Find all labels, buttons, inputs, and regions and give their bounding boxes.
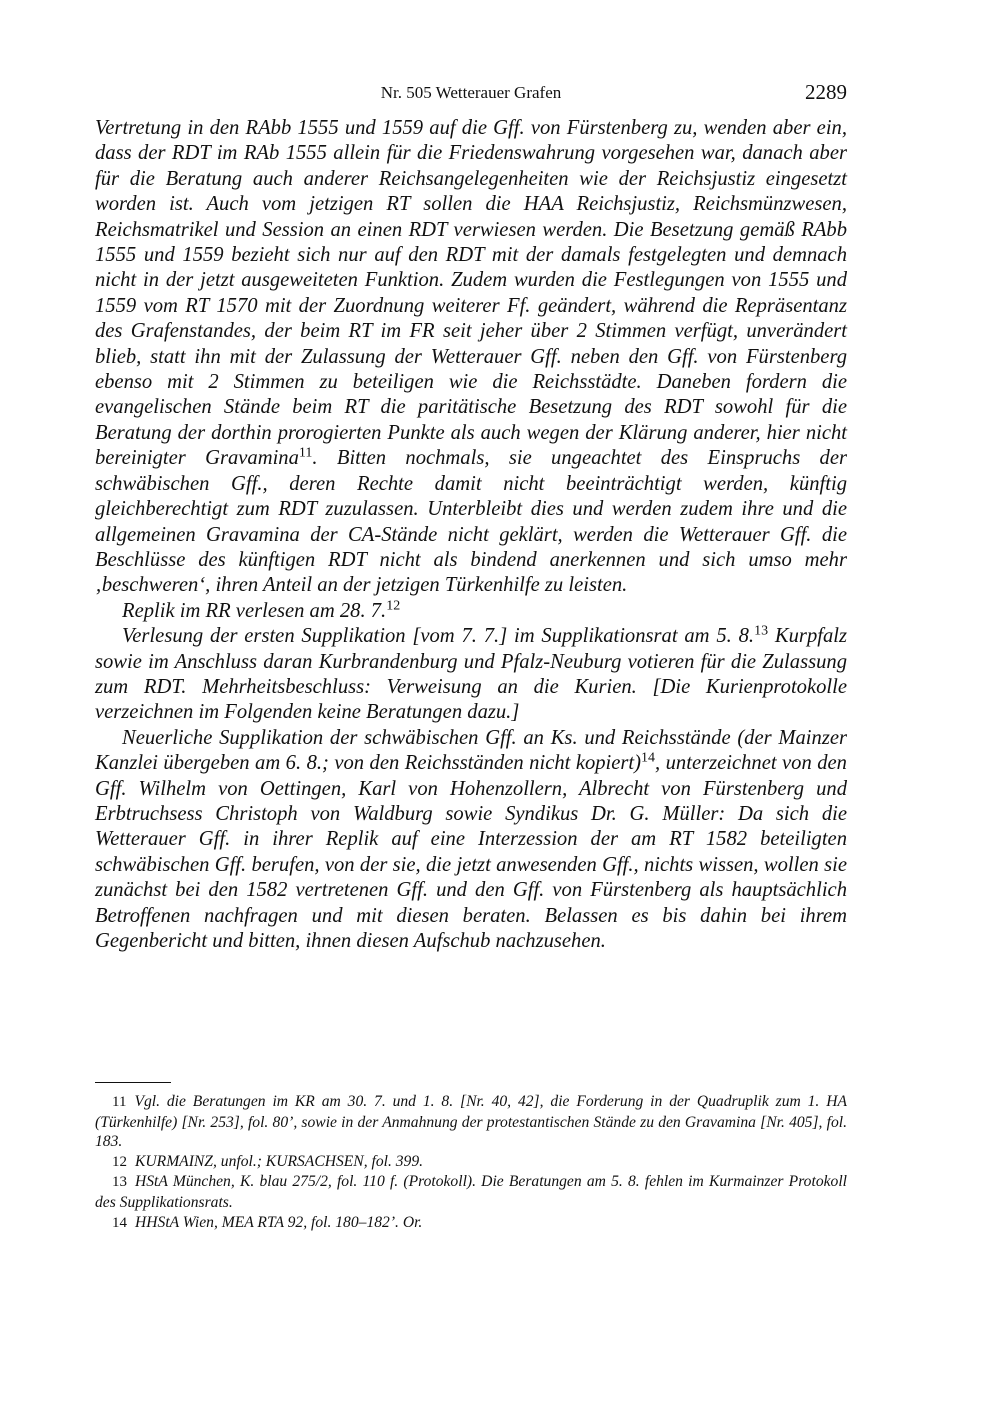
footnote-text: HStA München, K. blau 275/2, fol. 110 f. (Protokoll). Die Beratungen am 5. 8. fehlen im Kurmainzer Protokoll des Supplikationsrats. — [95, 1173, 847, 1211]
footnote — [95, 1092, 847, 1152]
page-number: 2289 — [805, 80, 847, 104]
text-segment: , unterzeichnet von den Gff. Wilhelm von Oettingen, Karl von Hohenzollern, Albrecht von Fürstenberg und Erbtruchsess Christoph von Waldburg sowie Syndikus Dr. G. Müller: Da sich die Wetterauer Gff. in ihrer Replik auf eine Interzession der am RT 1582 beteiligten schwäbischen Gff. berufen, von der sie, die jetzt anwesenden Gff., nichts wissen, wollen sie zunächst bei den 1582 vertretenen Gff. und den Gff. von Fürstenberg als hauptsächlich Betroffenen nachfragen und mit diesen beraten. Belassen es bis dahin bei ihrem Gegenbericht und bitten, ihnen diesen Aufschub nachzusehen. — [95, 752, 847, 952]
footnote-ref[interactable]: 13 — [754, 623, 769, 639]
text-segment: Kurpfalz sowie im Anschluss daran Kurbrandenburg und Pfalz-Neuburg votieren für die Zulassung zum RDT. Mehrheitsbeschluss: Verweisung an die Kurien. [Die Kurienprotokolle verzeichnen im Folgenden keine Beratungen dazu.] — [95, 625, 847, 724]
paragraph — [95, 624, 847, 726]
footnote-divider — [95, 1082, 171, 1083]
footnote — [95, 1152, 847, 1173]
footnote-text: HHStA Wien, MEA RTA 92, fol. 180–182’. Or. — [135, 1213, 423, 1231]
footnote-number: 11 — [112, 1094, 127, 1110]
text-segment: Replik im RR verlesen am 28. 7. — [122, 599, 387, 622]
footnote-text: KURMAINZ, unfol.; KURSACHSEN, fol. 399. — [135, 1152, 424, 1170]
footnote-number: 13 — [112, 1174, 127, 1191]
paragraph — [95, 599, 847, 624]
page-header — [95, 80, 847, 108]
running-title: Nr. 505 Wetterauer Grafen — [380, 83, 562, 102]
footnotes — [95, 1092, 847, 1233]
text-segment: Vertretung in den RAbb 1555 und 1559 auf die Gff. von Fürstenberg zu, wenden aber ein, dass der RDT im RAb 1555 allein für die Friedenswahrung vorgesehen war, danach aber für die Beratung auch anderer Reichsangelegenheiten wie der Reichsjustiz eingesetzt worden ist. Auch vom jetzigen RT sollen die HAA Reichsjustiz, Reichsmünzwesen, Reichsmatrikel und Session an einen RDT verwiesen werden. Die Besetzung gemäß RAbb 1555 und 1559 bezieht sich nur auf den RDT mit der damals festgelegten und demnach nicht in der jetzt ausgeweiteten Funktion. Zudem wurden die Festlegungen von 1555 und 1559 vom RT 1570 mit der Zuordnung weiterer Ff. geändert, während die Repräsentanz des Grafenstandes, der beim RT im FR seit jeher über 2 Stimmen verfügt, unverändert blieb, statt ihn mit der Zulassung der Wetterauer Gff. neben den Gff. von Fürstenberg ebenso mit 2 Stimmen zu beteiligen wie die Reichsstädte. Daneben fordern die evangelischen Stände beim RT die paritätische Besetzung des RDT sowohl für die Beratung der dorthin prorogierten Punkte als auch wegen der Klärung anderer, hier nicht bereinigter Gravamina — [95, 117, 847, 470]
footnote-ref[interactable]: 12 — [386, 598, 401, 614]
paragraph — [95, 726, 847, 955]
footnote-ref[interactable]: 11 — [298, 445, 313, 461]
text-segment: Verlesung der ersten Supplikation [vom 7. 7.] im Supplikationsrat am 5. 8. — [122, 625, 755, 648]
footnote-ref[interactable]: 14 — [641, 750, 656, 766]
main-text — [95, 116, 847, 954]
paragraph — [95, 116, 847, 599]
footnote-text: Vgl. die Beratungen im KR am 30. 7. und 1. 8. [Nr. 40, 42], die Forderung in der Quadruplik zum 1. HA (Türkenhilfe) [Nr. 253], fol. 80’, sowie in der Anmahnung der protestantischen Stände zu den Gravamina [Nr. 405], fol. 183. — [95, 1093, 847, 1151]
text-segment: Neuerliche Supplikation der schwäbischen Gff. an Ks. und Reichsstände (der Mainzer Kanzlei übergeben am 6. 8.; von den Reichsständen nicht kopiert) — [95, 726, 847, 775]
footnote — [95, 1213, 847, 1234]
text-segment: . Bitten nochmals, sie ungeachtet des Einspruchs der schwäbischen Gff., deren Rechte damit nicht beeinträchtigt werden, künftig gleichberechtigt zum RDT zuzulassen. Unterbleibt dies und werden zudem ihre und die allgemeinen Gravamina der CA-Stände nicht geklärt, werden die Wetterauer Gff. die Beschlüsse des künftigen RDT nicht als bindend anerkennen und sich umso mehr ‚beschweren‘, ihren Anteil an der jetzigen Türkenhilfe zu leisten. — [95, 447, 847, 597]
footnote-number: 14 — [112, 1214, 127, 1231]
footnote-number: 12 — [112, 1153, 127, 1170]
footnote — [95, 1172, 847, 1212]
